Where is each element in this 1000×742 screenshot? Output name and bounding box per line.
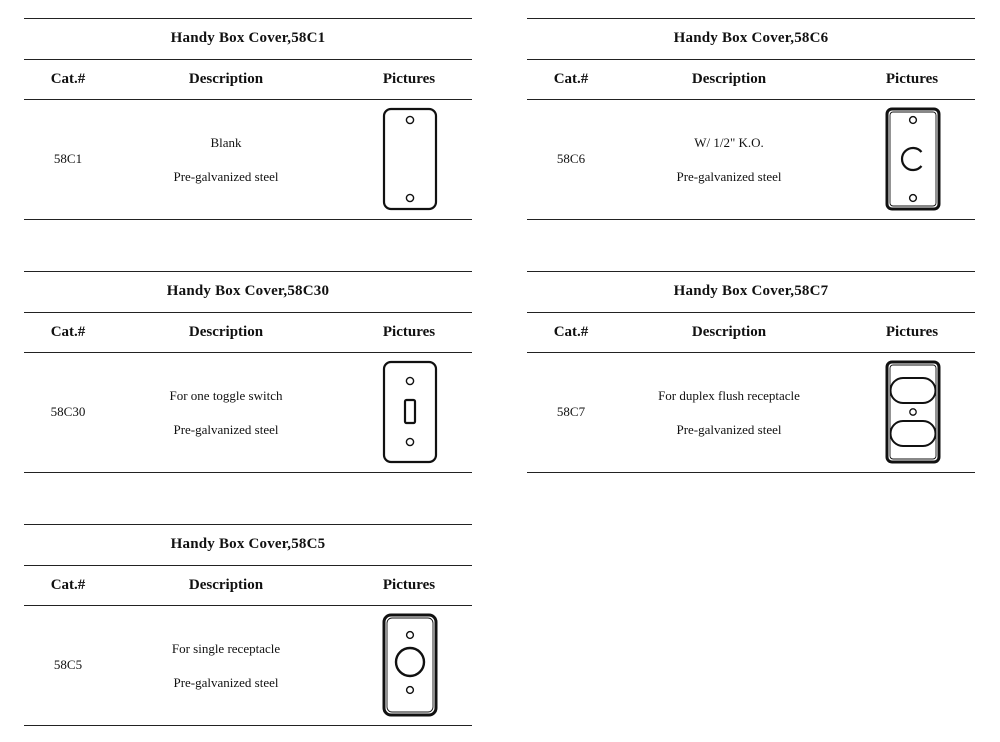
description-cell bbox=[631, 99, 827, 219]
picture-cell bbox=[871, 352, 955, 472]
duplex-receptacle-cover-icon bbox=[883, 359, 943, 465]
table-title: Handy Box Cover,58C30 bbox=[166, 283, 330, 299]
toggle-switch-cover-icon bbox=[380, 359, 440, 465]
table-rule bbox=[24, 219, 472, 220]
column-header-description: Description bbox=[188, 323, 264, 340]
description-cell bbox=[128, 99, 324, 219]
material-line: Pre-galvanized steel bbox=[676, 421, 782, 437]
column-header-description: Description bbox=[188, 576, 264, 593]
product-table-58c30 bbox=[24, 271, 472, 473]
table-title: Handy Box Cover,58C5 bbox=[170, 536, 326, 552]
column-header-pictures: Pictures bbox=[885, 70, 939, 87]
product-table-58c7 bbox=[527, 271, 975, 473]
single-receptacle-cover-icon bbox=[380, 612, 440, 718]
picture-cell bbox=[368, 99, 452, 219]
material-line: Pre-galvanized steel bbox=[676, 168, 782, 184]
column-header-description: Description bbox=[691, 323, 767, 340]
table-title: Handy Box Cover,58C6 bbox=[673, 30, 829, 46]
description-cell bbox=[128, 352, 324, 472]
column-header-cat: Cat.# bbox=[553, 70, 589, 87]
description-line: For single receptacle bbox=[171, 640, 281, 656]
column-header-pictures: Pictures bbox=[382, 70, 436, 87]
column-header-pictures: Pictures bbox=[382, 323, 436, 340]
column-header-description: Description bbox=[691, 70, 767, 87]
cat-number: 58C1 bbox=[53, 151, 83, 166]
description-line: Blank bbox=[210, 134, 242, 150]
description-cell bbox=[128, 605, 324, 725]
description-cell bbox=[631, 352, 827, 472]
description-line: For one toggle switch bbox=[169, 387, 283, 403]
material-line: Pre-galvanized steel bbox=[173, 674, 279, 690]
table-title: Handy Box Cover,58C7 bbox=[673, 283, 829, 299]
table-rule bbox=[24, 472, 472, 473]
material-line: Pre-galvanized steel bbox=[173, 421, 279, 437]
picture-cell bbox=[368, 352, 452, 472]
table-rule bbox=[527, 219, 975, 220]
table-rule bbox=[527, 472, 975, 473]
cat-number: 58C6 bbox=[556, 151, 586, 166]
product-table-58c6 bbox=[527, 18, 975, 220]
product-table-58c1 bbox=[24, 18, 472, 220]
column-header-cat: Cat.# bbox=[553, 323, 589, 340]
product-table-58c5 bbox=[24, 524, 472, 726]
cat-number: 58C30 bbox=[50, 404, 86, 419]
material-line: Pre-galvanized steel bbox=[173, 168, 279, 184]
column-header-description: Description bbox=[188, 70, 264, 87]
column-header-pictures: Pictures bbox=[382, 576, 436, 593]
column-header-cat: Cat.# bbox=[50, 576, 86, 593]
column-header-pictures: Pictures bbox=[885, 323, 939, 340]
description-line: W/ 1/2" K.O. bbox=[694, 134, 764, 150]
table-rule bbox=[24, 725, 472, 726]
cat-number: 58C7 bbox=[556, 404, 586, 419]
cat-number: 58C5 bbox=[53, 657, 83, 672]
picture-cell bbox=[871, 99, 955, 219]
description-line: For duplex flush receptacle bbox=[658, 387, 800, 403]
knockout-cover-icon bbox=[883, 106, 943, 212]
table-title: Handy Box Cover,58C1 bbox=[170, 30, 326, 46]
column-header-cat: Cat.# bbox=[50, 323, 86, 340]
blank-cover-icon bbox=[380, 106, 440, 212]
column-header-cat: Cat.# bbox=[50, 70, 86, 87]
picture-cell bbox=[368, 605, 452, 725]
